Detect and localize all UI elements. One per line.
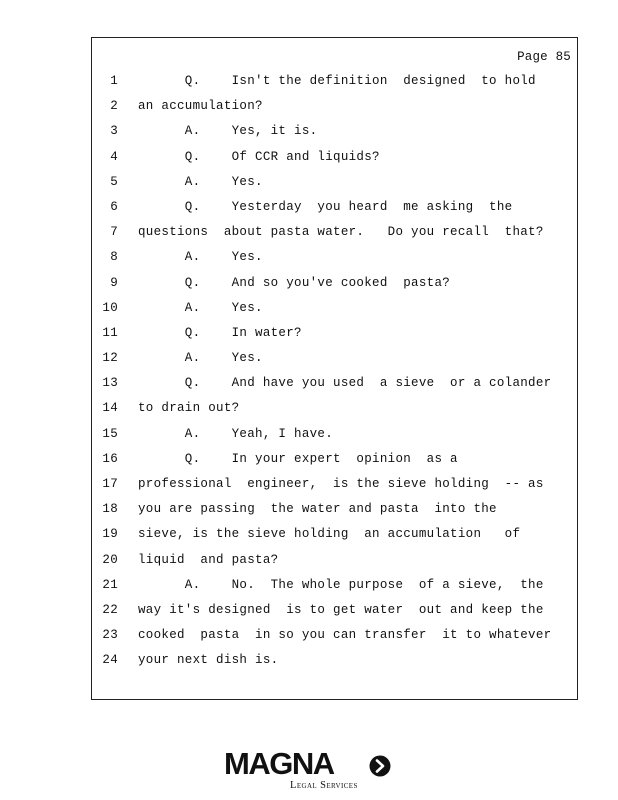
transcript-line [92, 173, 577, 198]
logo-subtitle: Legal Services [290, 780, 358, 791]
transcript-line [92, 399, 577, 424]
line-text: Q. And have you used a sieve or a colander [138, 376, 552, 391]
line-text: cooked pasta in so you can transfer it to whatever [138, 628, 552, 643]
line-number: 10 [102, 300, 118, 315]
line-text: A. Yes, it is. [138, 124, 318, 139]
page-number: Page 85 [517, 50, 571, 64]
line-text: A. Yeah, I have. [138, 426, 334, 441]
transcript-line [92, 122, 577, 147]
line-number: 4 [110, 149, 118, 164]
line-text: questions about pasta water. Do you recall that? [138, 225, 544, 240]
line-number: 19 [102, 527, 118, 542]
line-number: 13 [102, 376, 118, 391]
transcript-line [92, 651, 577, 676]
transcript-line [92, 223, 577, 248]
transcript-line [92, 525, 577, 550]
line-text: to drain out? [138, 401, 240, 416]
transcript-line [92, 475, 577, 500]
transcript-line [92, 500, 577, 525]
line-text: A. Yes. [138, 250, 263, 265]
line-number: 23 [102, 628, 118, 643]
line-number: 15 [102, 426, 118, 441]
line-text: professional engineer, is the sieve holding -- as [138, 477, 544, 491]
transcript-lines [92, 72, 577, 677]
line-number: 14 [102, 401, 118, 416]
line-number: 1 [110, 74, 118, 88]
line-number: 7 [110, 225, 118, 240]
line-number: 18 [102, 502, 118, 517]
logo-wordmark: MAGNA [224, 746, 334, 781]
line-text: Q. Of CCR and liquids? [138, 149, 380, 164]
chevron-right-circle-icon [369, 755, 391, 777]
line-number: 2 [110, 99, 118, 114]
line-number: 20 [102, 552, 118, 567]
transcript-line [92, 97, 577, 122]
line-number: 22 [102, 602, 118, 617]
line-text: A. No. The whole purpose of a sieve, the [138, 577, 544, 592]
line-text: A. Yes. [138, 300, 263, 315]
transcript-line [92, 198, 577, 223]
transcript-line [92, 248, 577, 273]
line-number: 9 [110, 275, 118, 290]
line-text: Q. Yesterday you heard me asking the [138, 199, 513, 214]
transcript-line [92, 148, 577, 173]
line-text: an accumulation? [138, 99, 263, 114]
transcript-line [92, 274, 577, 299]
line-text: Q. In your expert opinion as a [138, 451, 458, 466]
transcript-line [92, 349, 577, 374]
line-text: Q. Isn't the definition designed to hold [138, 74, 536, 88]
transcript-line [92, 374, 577, 399]
transcript-line [92, 576, 577, 601]
line-number: 21 [102, 577, 118, 592]
line-number: 24 [102, 653, 118, 668]
magna-logo [224, 748, 396, 792]
line-text: sieve, is the sieve holding an accumulation of [138, 527, 521, 542]
transcript-line [92, 425, 577, 450]
transcript-page [91, 37, 578, 700]
line-text: your next dish is. [138, 653, 279, 668]
line-text: way it's designed is to get water out and keep the [138, 602, 544, 617]
line-number: 5 [110, 174, 118, 189]
line-text: liquid and pasta? [138, 552, 279, 567]
transcript-line [92, 324, 577, 349]
line-number: 8 [110, 250, 118, 265]
line-text: A. Yes. [138, 174, 263, 189]
line-number: 16 [102, 451, 118, 466]
line-number: 6 [110, 199, 118, 214]
line-text: A. Yes. [138, 351, 263, 366]
line-text: Q. And so you've cooked pasta? [138, 275, 451, 290]
line-number: 3 [110, 124, 118, 139]
transcript-line [92, 72, 577, 97]
transcript-line [92, 450, 577, 475]
line-number: 17 [102, 477, 118, 491]
transcript-line [92, 551, 577, 576]
transcript-line [92, 299, 577, 324]
line-number: 11 [102, 325, 118, 340]
line-text: you are passing the water and pasta into the [138, 502, 497, 517]
transcript-line [92, 601, 577, 626]
transcript-line [92, 626, 577, 651]
line-text: Q. In water? [138, 325, 302, 340]
line-number: 12 [102, 351, 118, 366]
